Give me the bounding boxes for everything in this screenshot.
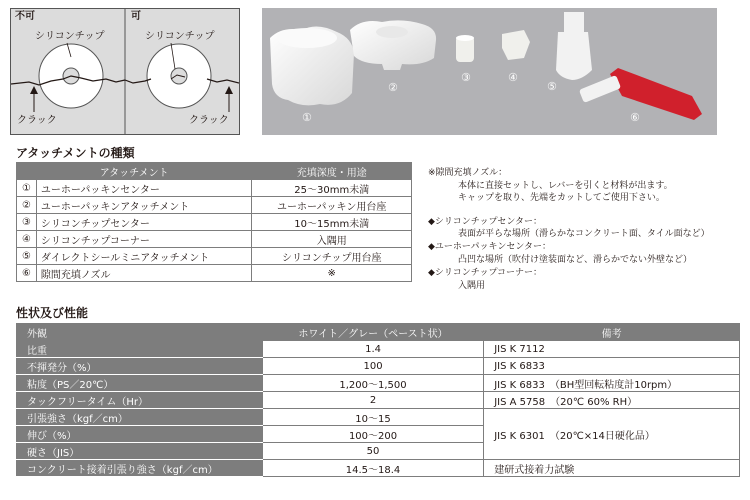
table-row (17, 409, 740, 426)
note-packing-title: ◆ユーホーパッキンセンター： (428, 242, 552, 252)
attachments-header-name: アタッチメント (17, 163, 252, 180)
attachment-no: ① (17, 180, 37, 197)
attachment-name: ユーホーパッキンセンター (36, 180, 252, 197)
diagram-right-crack-label: クラック (189, 115, 229, 126)
property-remark: JIS K 6833 (484, 358, 740, 375)
table-row (17, 197, 412, 214)
note-gap-line1: 本体に直接セットし、レバーを引くと材料が出ます。 (458, 181, 673, 191)
photo-number-1: ① (302, 111, 312, 124)
properties-header-remark: 備考 (484, 324, 740, 341)
diagram-right-tip-label: シリコンチップ (145, 31, 215, 42)
properties-header-row (17, 324, 740, 341)
attachment-name: ユーホーパッキンアタッチメント (36, 197, 252, 214)
attachment-no: ② (17, 197, 37, 214)
attachments-table (16, 162, 412, 282)
attachment-use: 入隅用 (252, 231, 412, 248)
property-value: 50 (262, 443, 483, 460)
table-row (17, 214, 412, 231)
attachment-name: シリコンチップコーナー (36, 231, 252, 248)
properties-table (16, 323, 740, 477)
product-photo (262, 8, 717, 135)
note-packing-desc: 凸凹な場所（吹付け塗装面など、滑らかでない外壁など） (458, 255, 693, 265)
attachments-header-row (17, 163, 412, 180)
property-value: 1,200～1,500 (262, 375, 483, 392)
attachment-no: ⑥ (17, 265, 37, 282)
property-label: 硬さ（JIS） (17, 443, 263, 460)
attachment-name: 隙間充填ノズル (36, 265, 252, 282)
property-label: 比重 (17, 341, 263, 358)
property-label: 粘度（PS／20℃） (17, 375, 263, 392)
note-tip-center-title: ◆シリコンチップセンター： (428, 217, 543, 227)
attachments-title: アタッチメントの種類 (16, 146, 135, 160)
diagram-left-tip-label: シリコンチップ (35, 31, 105, 42)
property-value: 1.4 (262, 341, 483, 358)
attachment-use: ユーホーパッキン用台座 (252, 197, 412, 214)
table-row (17, 180, 412, 197)
photo-number-6: ⑥ (630, 111, 640, 124)
attachment-use: ※ (252, 265, 412, 282)
note-gap-line2: キャップを取り、先端をカットしてご使用下さい。 (458, 193, 665, 203)
property-label: 引張強さ（kgf／cm） (17, 409, 263, 426)
attachment-use: シリコンチップ用台座 (252, 248, 412, 265)
property-value: 2 (262, 392, 483, 409)
property-remark: JIS A 5758 （20℃ 60% RH） (484, 392, 740, 409)
attachment-use: 10～15mm未満 (252, 214, 412, 231)
property-value: 10～15 (262, 409, 483, 426)
attachment-no: ③ (17, 214, 37, 231)
diagram-left-label: 不可 (15, 11, 35, 22)
table-row (17, 231, 412, 248)
attachment-use: 25～30mm未満 (252, 180, 412, 197)
table-row (17, 460, 740, 477)
attachment-no: ④ (17, 231, 37, 248)
properties-header-appearance: 外観 (17, 324, 263, 341)
table-row (17, 248, 412, 265)
property-remark: 建研式接着力試験 (484, 460, 740, 477)
attachment-no: ⑤ (17, 248, 37, 265)
photo-number-2: ② (388, 81, 398, 94)
property-remark: JIS K 6301 （20℃×14日硬化品） (484, 409, 740, 460)
product-photo-drawing (262, 8, 717, 135)
property-label: コンクリート接着引張り強さ（kgf／cm） (17, 460, 263, 477)
attachment-name: ダイレクトシールミニアタッチメント (36, 248, 252, 265)
photo-number-3: ③ (461, 71, 471, 84)
property-value: 100 (262, 358, 483, 375)
diagram-right-label: 可 (131, 11, 141, 22)
table-row (17, 392, 740, 409)
property-label: タックフリータイム（Hr） (17, 392, 263, 409)
property-value: 14.5～18.4 (262, 460, 483, 477)
attachments-header-use: 充填深度・用途 (252, 163, 412, 180)
table-row (17, 358, 740, 375)
diagram-left-crack-label: クラック (17, 115, 57, 126)
property-remark: JIS K 6833 （BH型回転粘度計10rpm） (484, 375, 740, 392)
note-tip-center-desc: 表面が平らな場所（滑らかなコンクリート面、タイル面など） (458, 229, 710, 239)
property-value: 100～200 (262, 426, 483, 443)
property-label: 不揮発分（%） (17, 358, 263, 375)
table-row (17, 341, 740, 358)
property-remark: JIS K 7112 (484, 341, 740, 358)
properties-title: 性状及び性能 (16, 306, 89, 320)
table-row (17, 375, 740, 392)
note-tip-corner-title: ◆シリコンチップコーナー： (428, 268, 543, 278)
property-label: 伸び（%） (17, 426, 263, 443)
attachment-name: シリコンチップセンター (36, 214, 252, 231)
note-tip-corner-desc: 入隅用 (458, 281, 486, 291)
properties-header-value: ホワイト／グレー（ペースト状） (262, 324, 483, 341)
photo-number-4: ④ (508, 71, 518, 84)
photo-number-5: ⑤ (547, 80, 557, 93)
note-gap-title: ※隙間充填ノズル： (428, 168, 508, 178)
table-row (17, 265, 412, 282)
crack-diagram (10, 8, 240, 135)
